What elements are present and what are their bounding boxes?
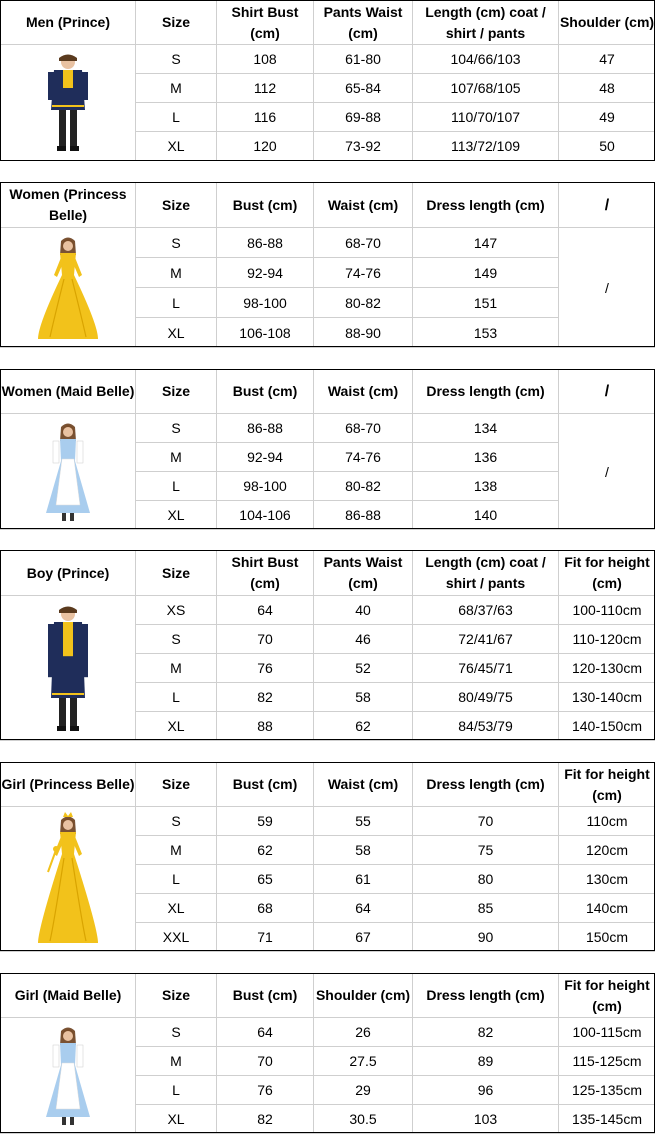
table-cell: XL (136, 132, 217, 161)
table-row (1, 45, 655, 74)
table-cell: M (136, 836, 217, 865)
costume-name: Girl (Maid Belle) (1, 974, 136, 1018)
column-header: Size (136, 183, 217, 228)
table-cell: L (136, 288, 217, 318)
table-cell: 115-125cm (559, 1047, 655, 1076)
column-header: Fit for height (cm) (559, 551, 655, 596)
table-cell: 74-76 (314, 443, 413, 472)
table-cell: 86-88 (314, 501, 413, 530)
table-cell: 46 (314, 625, 413, 654)
table-cell: 130cm (559, 865, 655, 894)
costume-name: Women (Princess Belle) (1, 183, 136, 228)
table-cell: XL (136, 894, 217, 923)
table-cell: 65-84 (314, 74, 413, 103)
table-cell: S (136, 414, 217, 443)
table-cell: 80-82 (314, 472, 413, 501)
table-cell: 96 (413, 1076, 559, 1105)
column-header: Size (136, 974, 217, 1018)
column-header: Dress length (cm) (413, 183, 559, 228)
table-cell: 84/53/79 (413, 712, 559, 741)
table-cell: 110-120cm (559, 625, 655, 654)
header-row (1, 183, 655, 228)
column-header: Length (cm) coat / shirt / pants (413, 551, 559, 596)
table-cell: 75 (413, 836, 559, 865)
prince-costume-figure-icon (1, 47, 135, 158)
table-cell: XL (136, 501, 217, 530)
table-cell: XL (136, 712, 217, 741)
costume-photo (1, 1018, 136, 1134)
table-cell: 80-82 (314, 288, 413, 318)
column-header: Shoulder (cm) (559, 1, 655, 45)
table-cell: 30.5 (314, 1105, 413, 1134)
column-header: Waist (cm) (314, 763, 413, 807)
table-cell: L (136, 103, 217, 132)
table-cell: XS (136, 596, 217, 625)
table-cell: S (136, 1018, 217, 1047)
table-cell: 58 (314, 836, 413, 865)
table-cell: 55 (314, 807, 413, 836)
table-cell: 68-70 (314, 228, 413, 258)
column-header: Size (136, 370, 217, 414)
column-header: Fit for height (cm) (559, 974, 655, 1018)
table-cell: L (136, 865, 217, 894)
table-row (1, 807, 655, 836)
table-cell: 113/72/109 (413, 132, 559, 161)
blue-maid-dress-figure-icon (1, 417, 135, 527)
column-header: / (559, 183, 655, 228)
column-header: Shirt Bust (cm) (217, 551, 314, 596)
table-cell: 88 (217, 712, 314, 741)
table-cell: 106-108 (217, 318, 314, 348)
column-header: Bust (cm) (217, 183, 314, 228)
girl-maid-dress-figure-icon (1, 1021, 135, 1131)
table-cell: 29 (314, 1076, 413, 1105)
table-cell: 98-100 (217, 472, 314, 501)
table-cell: 150cm (559, 923, 655, 952)
table-cell: 61-80 (314, 45, 413, 74)
table-cell: 138 (413, 472, 559, 501)
not-applicable-cell: / (559, 414, 655, 530)
column-header: Waist (cm) (314, 370, 413, 414)
table-cell: 74-76 (314, 258, 413, 288)
header-row (1, 1, 655, 45)
table-cell: 100-115cm (559, 1018, 655, 1047)
boy-prince-figure-icon (1, 599, 135, 738)
table-row (1, 414, 655, 443)
table-cell: 80/49/75 (413, 683, 559, 712)
table-cell: 130-140cm (559, 683, 655, 712)
column-header: Waist (cm) (314, 183, 413, 228)
table-cell: 68-70 (314, 414, 413, 443)
column-header: Size (136, 1, 217, 45)
table-cell: 85 (413, 894, 559, 923)
table-cell: 40 (314, 596, 413, 625)
table-cell: 140cm (559, 894, 655, 923)
column-header: Bust (cm) (217, 370, 314, 414)
table-cell: 90 (413, 923, 559, 952)
yellow-gown-figure-icon (1, 231, 135, 345)
table-cell: 27.5 (314, 1047, 413, 1076)
table-cell: XL (136, 1105, 217, 1134)
table-cell: 125-135cm (559, 1076, 655, 1105)
table-cell: 103 (413, 1105, 559, 1134)
table-cell: 136 (413, 443, 559, 472)
header-row (1, 974, 655, 1018)
table-cell: 86-88 (217, 228, 314, 258)
table-cell: 48 (559, 74, 655, 103)
table-row (1, 596, 655, 625)
costume-photo (1, 228, 136, 348)
table-cell: 26 (314, 1018, 413, 1047)
table-cell: 120cm (559, 836, 655, 865)
table-cell: 89 (413, 1047, 559, 1076)
table-cell: 52 (314, 654, 413, 683)
size-table-women-maid-belle (0, 369, 655, 530)
table-cell: 82 (413, 1018, 559, 1047)
column-header: Dress length (cm) (413, 763, 559, 807)
column-header: Pants Waist (cm) (314, 551, 413, 596)
table-cell: 73-92 (314, 132, 413, 161)
table-cell: 61 (314, 865, 413, 894)
column-header: Shoulder (cm) (314, 974, 413, 1018)
table-cell: 69-88 (314, 103, 413, 132)
table-cell: 50 (559, 132, 655, 161)
column-header: Size (136, 551, 217, 596)
column-header: Bust (cm) (217, 763, 314, 807)
column-header: Shirt Bust (cm) (217, 1, 314, 45)
column-header: Dress length (cm) (413, 974, 559, 1018)
table-cell: 86-88 (217, 414, 314, 443)
table-cell: 49 (559, 103, 655, 132)
table-cell: M (136, 1047, 217, 1076)
table-cell: 47 (559, 45, 655, 74)
table-cell: 110/70/107 (413, 103, 559, 132)
header-row (1, 551, 655, 596)
table-cell: 110cm (559, 807, 655, 836)
table-cell: M (136, 443, 217, 472)
table-cell: 153 (413, 318, 559, 348)
size-table-girl-princess-belle (0, 762, 655, 952)
table-cell: 140 (413, 501, 559, 530)
table-cell: 100-110cm (559, 596, 655, 625)
table-cell: 104/66/103 (413, 45, 559, 74)
table-cell: 67 (314, 923, 413, 952)
table-cell: L (136, 472, 217, 501)
table-cell: 151 (413, 288, 559, 318)
table-cell: M (136, 654, 217, 683)
column-header: Size (136, 763, 217, 807)
table-cell: 82 (217, 1105, 314, 1134)
table-cell: S (136, 228, 217, 258)
column-header: / (559, 370, 655, 414)
table-cell: 135-145cm (559, 1105, 655, 1134)
table-row (1, 228, 655, 258)
table-cell: 70 (217, 1047, 314, 1076)
size-table-girl-maid-belle (0, 973, 655, 1134)
table-cell: M (136, 74, 217, 103)
table-cell: 108 (217, 45, 314, 74)
table-cell: 64 (217, 1018, 314, 1047)
table-cell: 58 (314, 683, 413, 712)
table-cell: 112 (217, 74, 314, 103)
costume-name: Girl (Princess Belle) (1, 763, 136, 807)
table-cell: 104-106 (217, 501, 314, 530)
table-cell: 134 (413, 414, 559, 443)
table-cell: S (136, 625, 217, 654)
table-cell: 88-90 (314, 318, 413, 348)
table-cell: L (136, 1076, 217, 1105)
table-cell: 120-130cm (559, 654, 655, 683)
costume-photo (1, 596, 136, 741)
table-cell: 92-94 (217, 443, 314, 472)
table-cell: 140-150cm (559, 712, 655, 741)
table-cell: 80 (413, 865, 559, 894)
costume-name: Women (Maid Belle) (1, 370, 136, 414)
table-cell: 76 (217, 654, 314, 683)
girl-yellow-gown-figure-icon (1, 810, 135, 949)
table-cell: 62 (314, 712, 413, 741)
column-header: Bust (cm) (217, 974, 314, 1018)
table-cell: 76 (217, 1076, 314, 1105)
column-header: Pants Waist (cm) (314, 1, 413, 45)
table-row (1, 1018, 655, 1047)
header-row (1, 370, 655, 414)
table-cell: 68/37/63 (413, 596, 559, 625)
column-header: Dress length (cm) (413, 370, 559, 414)
table-cell: 107/68/105 (413, 74, 559, 103)
size-table-boy-prince (0, 550, 655, 741)
table-cell: S (136, 807, 217, 836)
table-cell: 98-100 (217, 288, 314, 318)
table-cell: L (136, 683, 217, 712)
table-cell: 120 (217, 132, 314, 161)
table-cell: S (136, 45, 217, 74)
column-header: Length (cm) coat / shirt / pants (413, 1, 559, 45)
table-cell: 82 (217, 683, 314, 712)
header-row (1, 763, 655, 807)
costume-photo (1, 807, 136, 952)
table-cell: 70 (413, 807, 559, 836)
table-cell: 64 (217, 596, 314, 625)
table-cell: 59 (217, 807, 314, 836)
table-cell: M (136, 258, 217, 288)
costume-name: Men (Prince) (1, 1, 136, 45)
table-cell: 64 (314, 894, 413, 923)
table-cell: 65 (217, 865, 314, 894)
table-cell: 70 (217, 625, 314, 654)
table-cell: 147 (413, 228, 559, 258)
costume-name: Boy (Prince) (1, 551, 136, 596)
table-cell: 76/45/71 (413, 654, 559, 683)
size-table-women-princess-belle (0, 182, 655, 348)
costume-photo (1, 45, 136, 161)
not-applicable-cell: / (559, 228, 655, 348)
table-cell: XXL (136, 923, 217, 952)
table-cell: 92-94 (217, 258, 314, 288)
column-header: Fit for height (cm) (559, 763, 655, 807)
table-cell: 72/41/67 (413, 625, 559, 654)
size-table-men-prince (0, 0, 655, 161)
table-cell: 68 (217, 894, 314, 923)
table-cell: 116 (217, 103, 314, 132)
table-cell: XL (136, 318, 217, 348)
table-cell: 71 (217, 923, 314, 952)
table-cell: 149 (413, 258, 559, 288)
costume-photo (1, 414, 136, 530)
table-cell: 62 (217, 836, 314, 865)
